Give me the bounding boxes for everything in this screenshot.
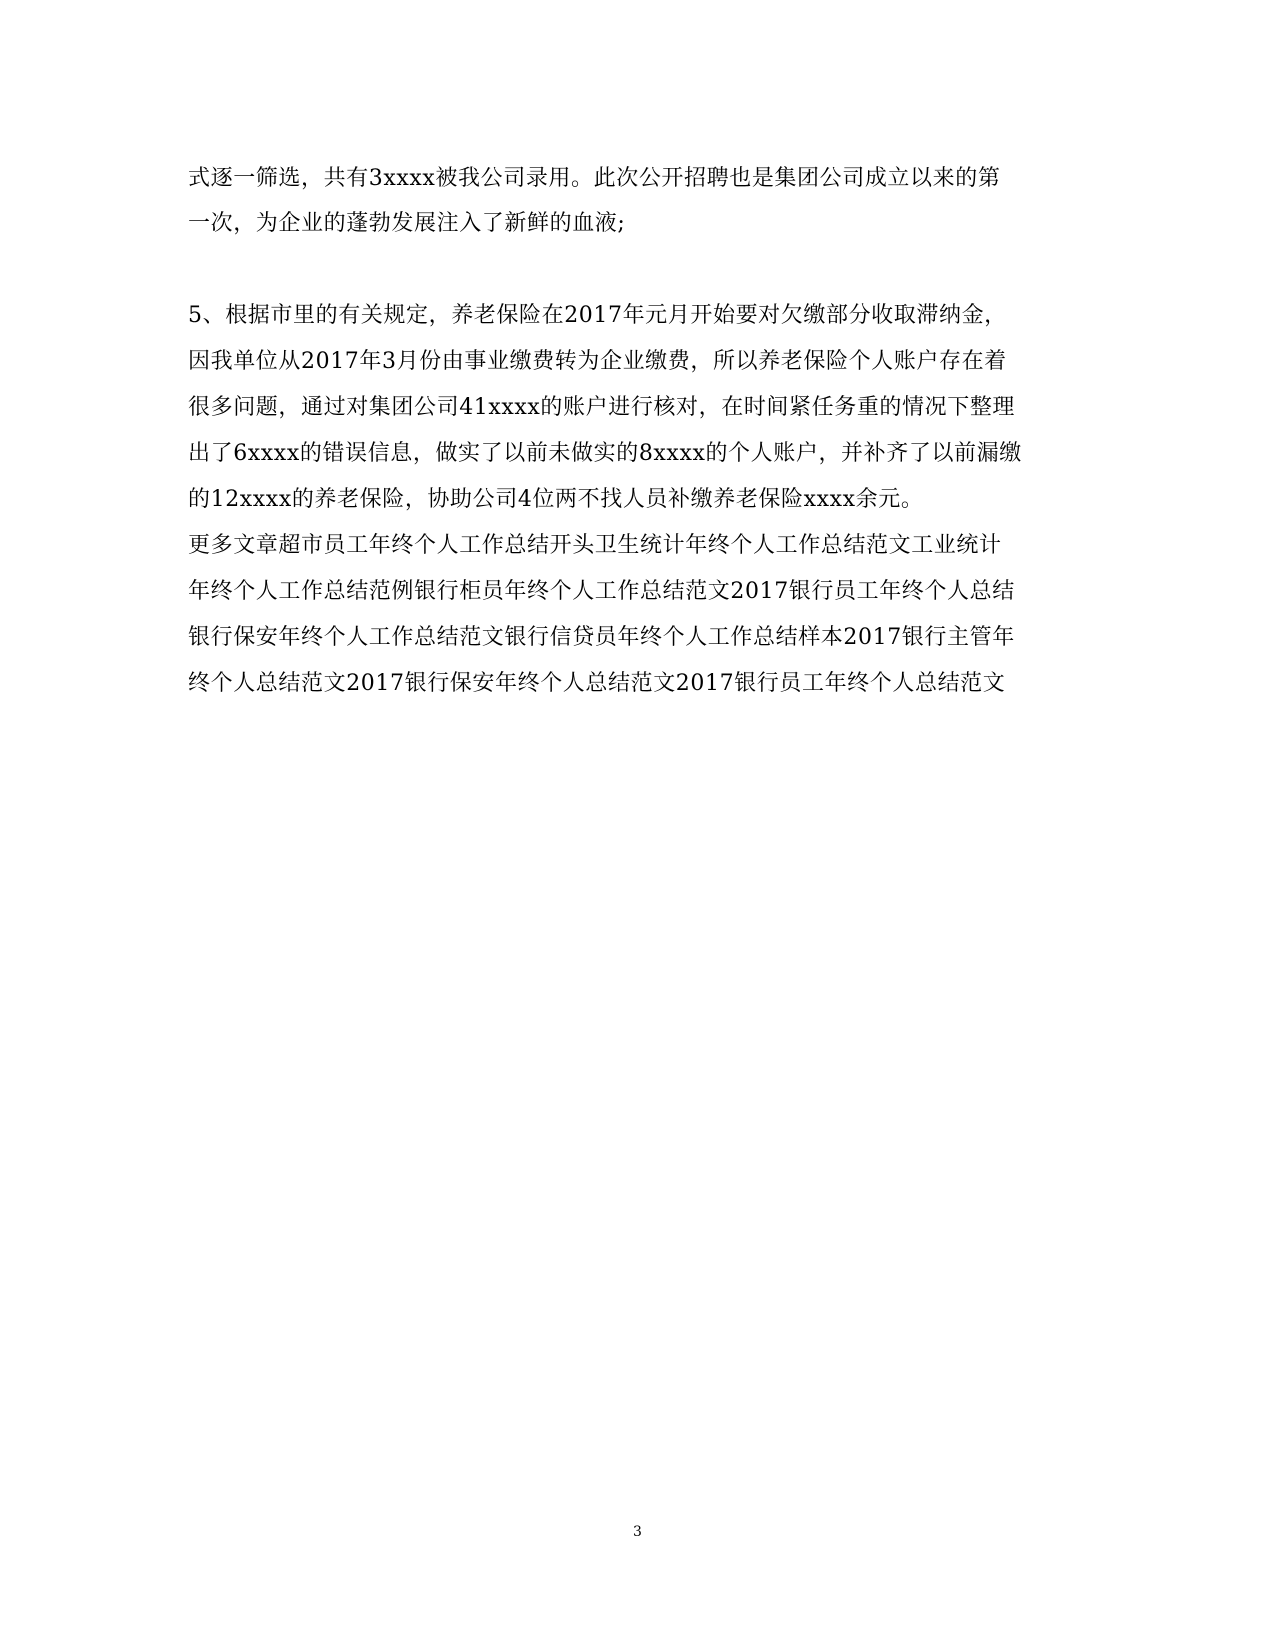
paragraph-line: 出了6xxxx的错误信息，做实了以前未做实的8xxxx的个人账户，并补齐了以前漏缴 <box>188 441 1022 466</box>
paragraph-line: 一次，为企业的蓬勃发展注入了新鲜的血液; <box>188 211 626 236</box>
related-articles-line: 年终个人工作总结范例银行柜员年终个人工作总结范文2017银行员工年终个人总结 <box>188 579 1015 604</box>
paragraph-line: 因我单位从2017年3月份由事业缴费转为企业缴费，所以养老保险个人账户存在着 <box>188 349 1007 374</box>
page-number: 3 <box>633 1524 642 1540</box>
paragraph-line: 式逐一筛选，共有3xxxx被我公司录用。此次公开招聘也是集团公司成立以来的第 <box>188 166 1001 191</box>
related-articles-line: 更多文章超市员工年终个人工作总结开头卫生统计年终个人工作总结范文工业统计 <box>188 533 1002 558</box>
paragraph-line: 5、根据市里的有关规定，养老保险在2017年元月开始要对欠缴部分收取滞纳金， <box>188 303 1007 328</box>
related-articles-line: 终个人总结范文2017银行保安年终个人总结范文2017银行员工年终个人总结范文 <box>188 671 1006 696</box>
paragraph-line: 的12xxxx的养老保险，协助公司4位两不找人员补缴养老保险xxxx余元。 <box>188 487 924 512</box>
paragraph-line: 很多问题，通过对集团公司41xxxx的账户进行核对，在时间紧任务重的情况下整理 <box>188 395 1016 420</box>
related-articles-line: 银行保安年终个人工作总结范文银行信贷员年终个人工作总结样本2017银行主管年 <box>188 625 1015 650</box>
